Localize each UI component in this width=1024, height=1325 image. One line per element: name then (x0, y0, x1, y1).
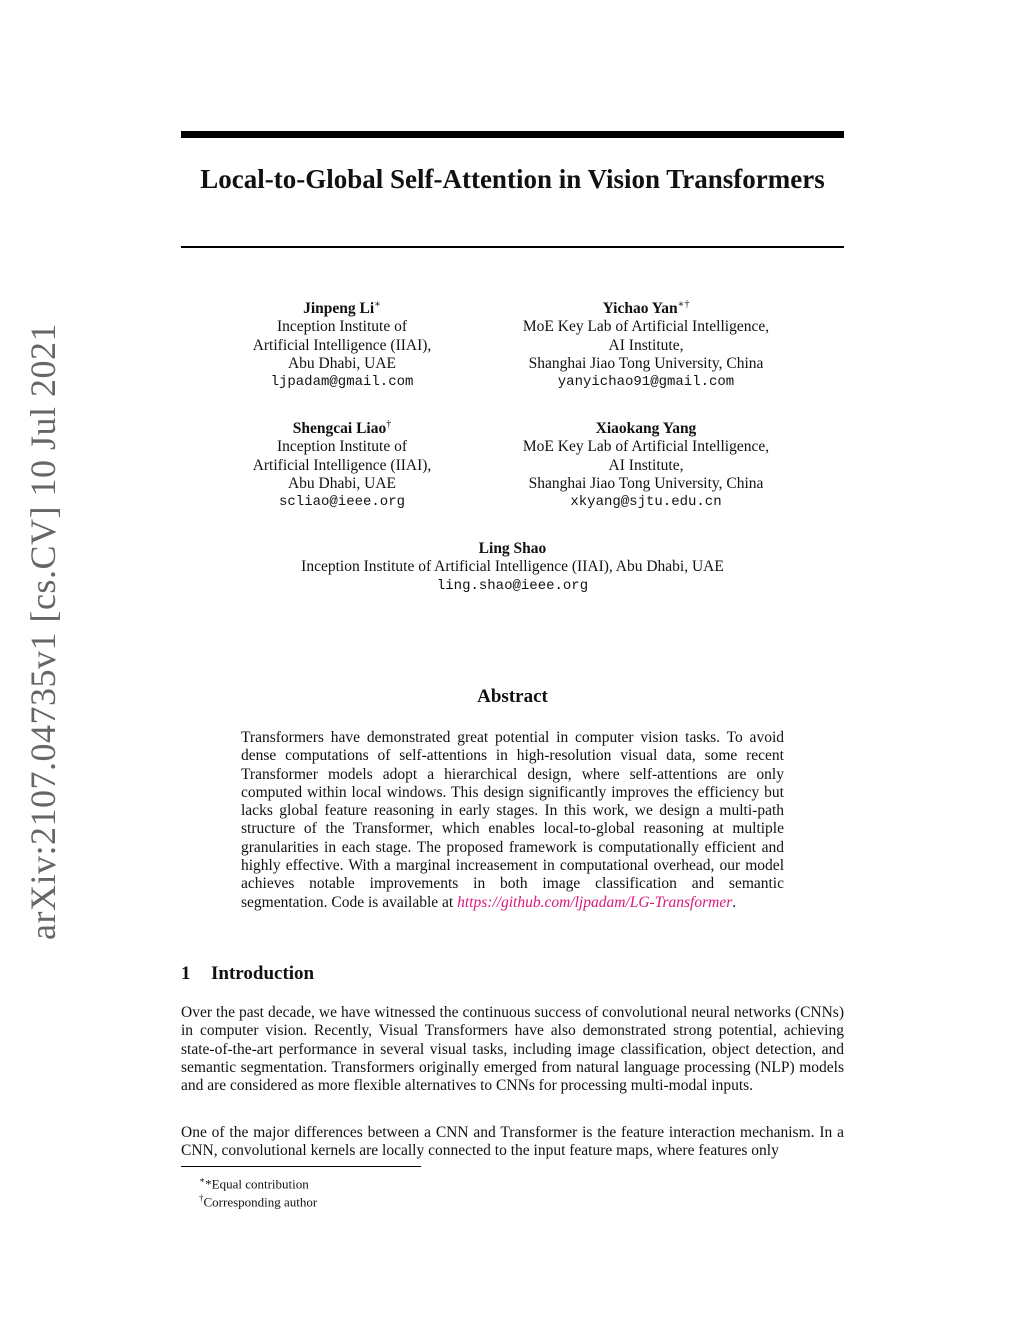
author-name: Yichao Yan (602, 300, 678, 318)
author-email[interactable]: scliao@ieee.org (278, 494, 406, 511)
paper-title: Local-to-Global Self-Attention in Vision Transformers (200, 164, 825, 194)
code-link[interactable]: https://github.com/ljpadam/LG-Transformer (457, 893, 733, 911)
footnote-mark: ∗ (199, 1175, 206, 1185)
author-name-line (202, 296, 482, 318)
affiliation-line: MoE Key Lab of Artificial Intelligence, (522, 438, 770, 456)
affiliation-line: Shanghai Jiao Tong University, China (528, 355, 764, 373)
section-heading (181, 963, 314, 985)
affiliation-line: Inception Institute of Artificial Intelligence (IIAI), Abu Dhabi, UAE (301, 558, 724, 576)
author-name: Xiaokang Yang (595, 420, 697, 438)
author-mark: ∗ (374, 299, 381, 310)
author-block (491, 296, 801, 392)
author-email[interactable]: xkyang@sjtu.edu.cn (570, 494, 722, 511)
author-name: Ling Shao (478, 540, 547, 558)
affiliation-line: MoE Key Lab of Artificial Intelligence, (522, 318, 770, 336)
affiliation-line: AI Institute, (608, 456, 684, 474)
footnote-mark: † (199, 1193, 204, 1203)
affiliation-line: Abu Dhabi, UAE (287, 355, 397, 373)
author-block (181, 536, 844, 595)
affiliation-line: Artificial Intelligence (IIAI), (252, 456, 432, 474)
section-title: Introduction (211, 963, 315, 984)
abstract-heading: Abstract (477, 686, 548, 707)
author-email[interactable]: ling.shao@ieee.org (436, 577, 589, 594)
author-email[interactable]: ljpadam@gmail.com (270, 374, 414, 391)
author-name-line (491, 296, 801, 318)
affiliation-line: Abu Dhabi, UAE (287, 475, 397, 493)
arxiv-sidebar-stamp: arXiv:2107.04735v1 [cs.CV] 10 Jul 2021 (23, 323, 63, 940)
author-mark: ∗† (677, 299, 690, 310)
author-name: Jinpeng Li (303, 300, 375, 318)
abstract-end: . (732, 893, 737, 911)
author-name-line (491, 416, 801, 438)
intro-paragraph: One of the major differences between a CNN and Transformer is the feature interaction mechanism. In a CNN, convolutional kernels are locally connected to the input feature maps, where features only (181, 1124, 844, 1160)
affiliation-line: Inception Institute of (277, 318, 407, 336)
footnote-text: Corresponding author (203, 1194, 318, 1210)
author-block (202, 416, 482, 512)
abstract-body: Transformers have demonstrated great potential in computer vision tasks. To avoid dense computations of self-attentions in high-resolution visual data, some recent Transformer models adopt a hierarchical design, where self-attentions are only computed within local windows. This design significantly improves the efficiency but lacks global feature reasoning in early stages. In this work, we design a multi-path structure of the Transformer, which enables local-to-global reasoning at multiple granularities in each stage. The proposed framework is computationally efficient and highly effective. With a marginal increasement in computational overhead, our model achieves notable improvements in both image classification and semantic segmentation. Code is available at (241, 729, 784, 911)
affiliation-line: Artificial Intelligence (IIAI), (252, 336, 432, 354)
section-number: 1 (181, 963, 191, 984)
author-block (491, 416, 801, 512)
affiliation-line: Shanghai Jiao Tong University, China (528, 475, 764, 493)
footnote (199, 1190, 317, 1210)
intro-paragraph: Over the past decade, we have witnessed the continuous success of convolutional neural networks (CNNs) in computer vision. Recently, Visual Transformers have also demonstrated strong potential, achieving state-of-the-art performance in several visual tasks, including image classification, object detection, and semantic segmentation. Transformers originally emerged from natural language processing (NLP) models and are considered as more flexible alternatives to CNNs for processing multi-modal inputs. (181, 1004, 844, 1095)
author-name-line (181, 536, 844, 558)
author-name: Shengcai Liao (292, 420, 387, 438)
title-bottom-rule (181, 246, 844, 248)
affiliation-line: AI Institute, (608, 336, 684, 354)
author-name-line (202, 416, 482, 438)
title-top-rule (181, 131, 844, 138)
author-block (202, 296, 482, 392)
footnote-text: *Equal contribution (205, 1176, 309, 1192)
author-mark: † (386, 419, 392, 430)
footnote-rule (181, 1166, 421, 1167)
author-email[interactable]: yanyichao91@gmail.com (557, 374, 735, 391)
affiliation-line: Inception Institute of (277, 438, 407, 456)
abstract-text (241, 729, 784, 912)
